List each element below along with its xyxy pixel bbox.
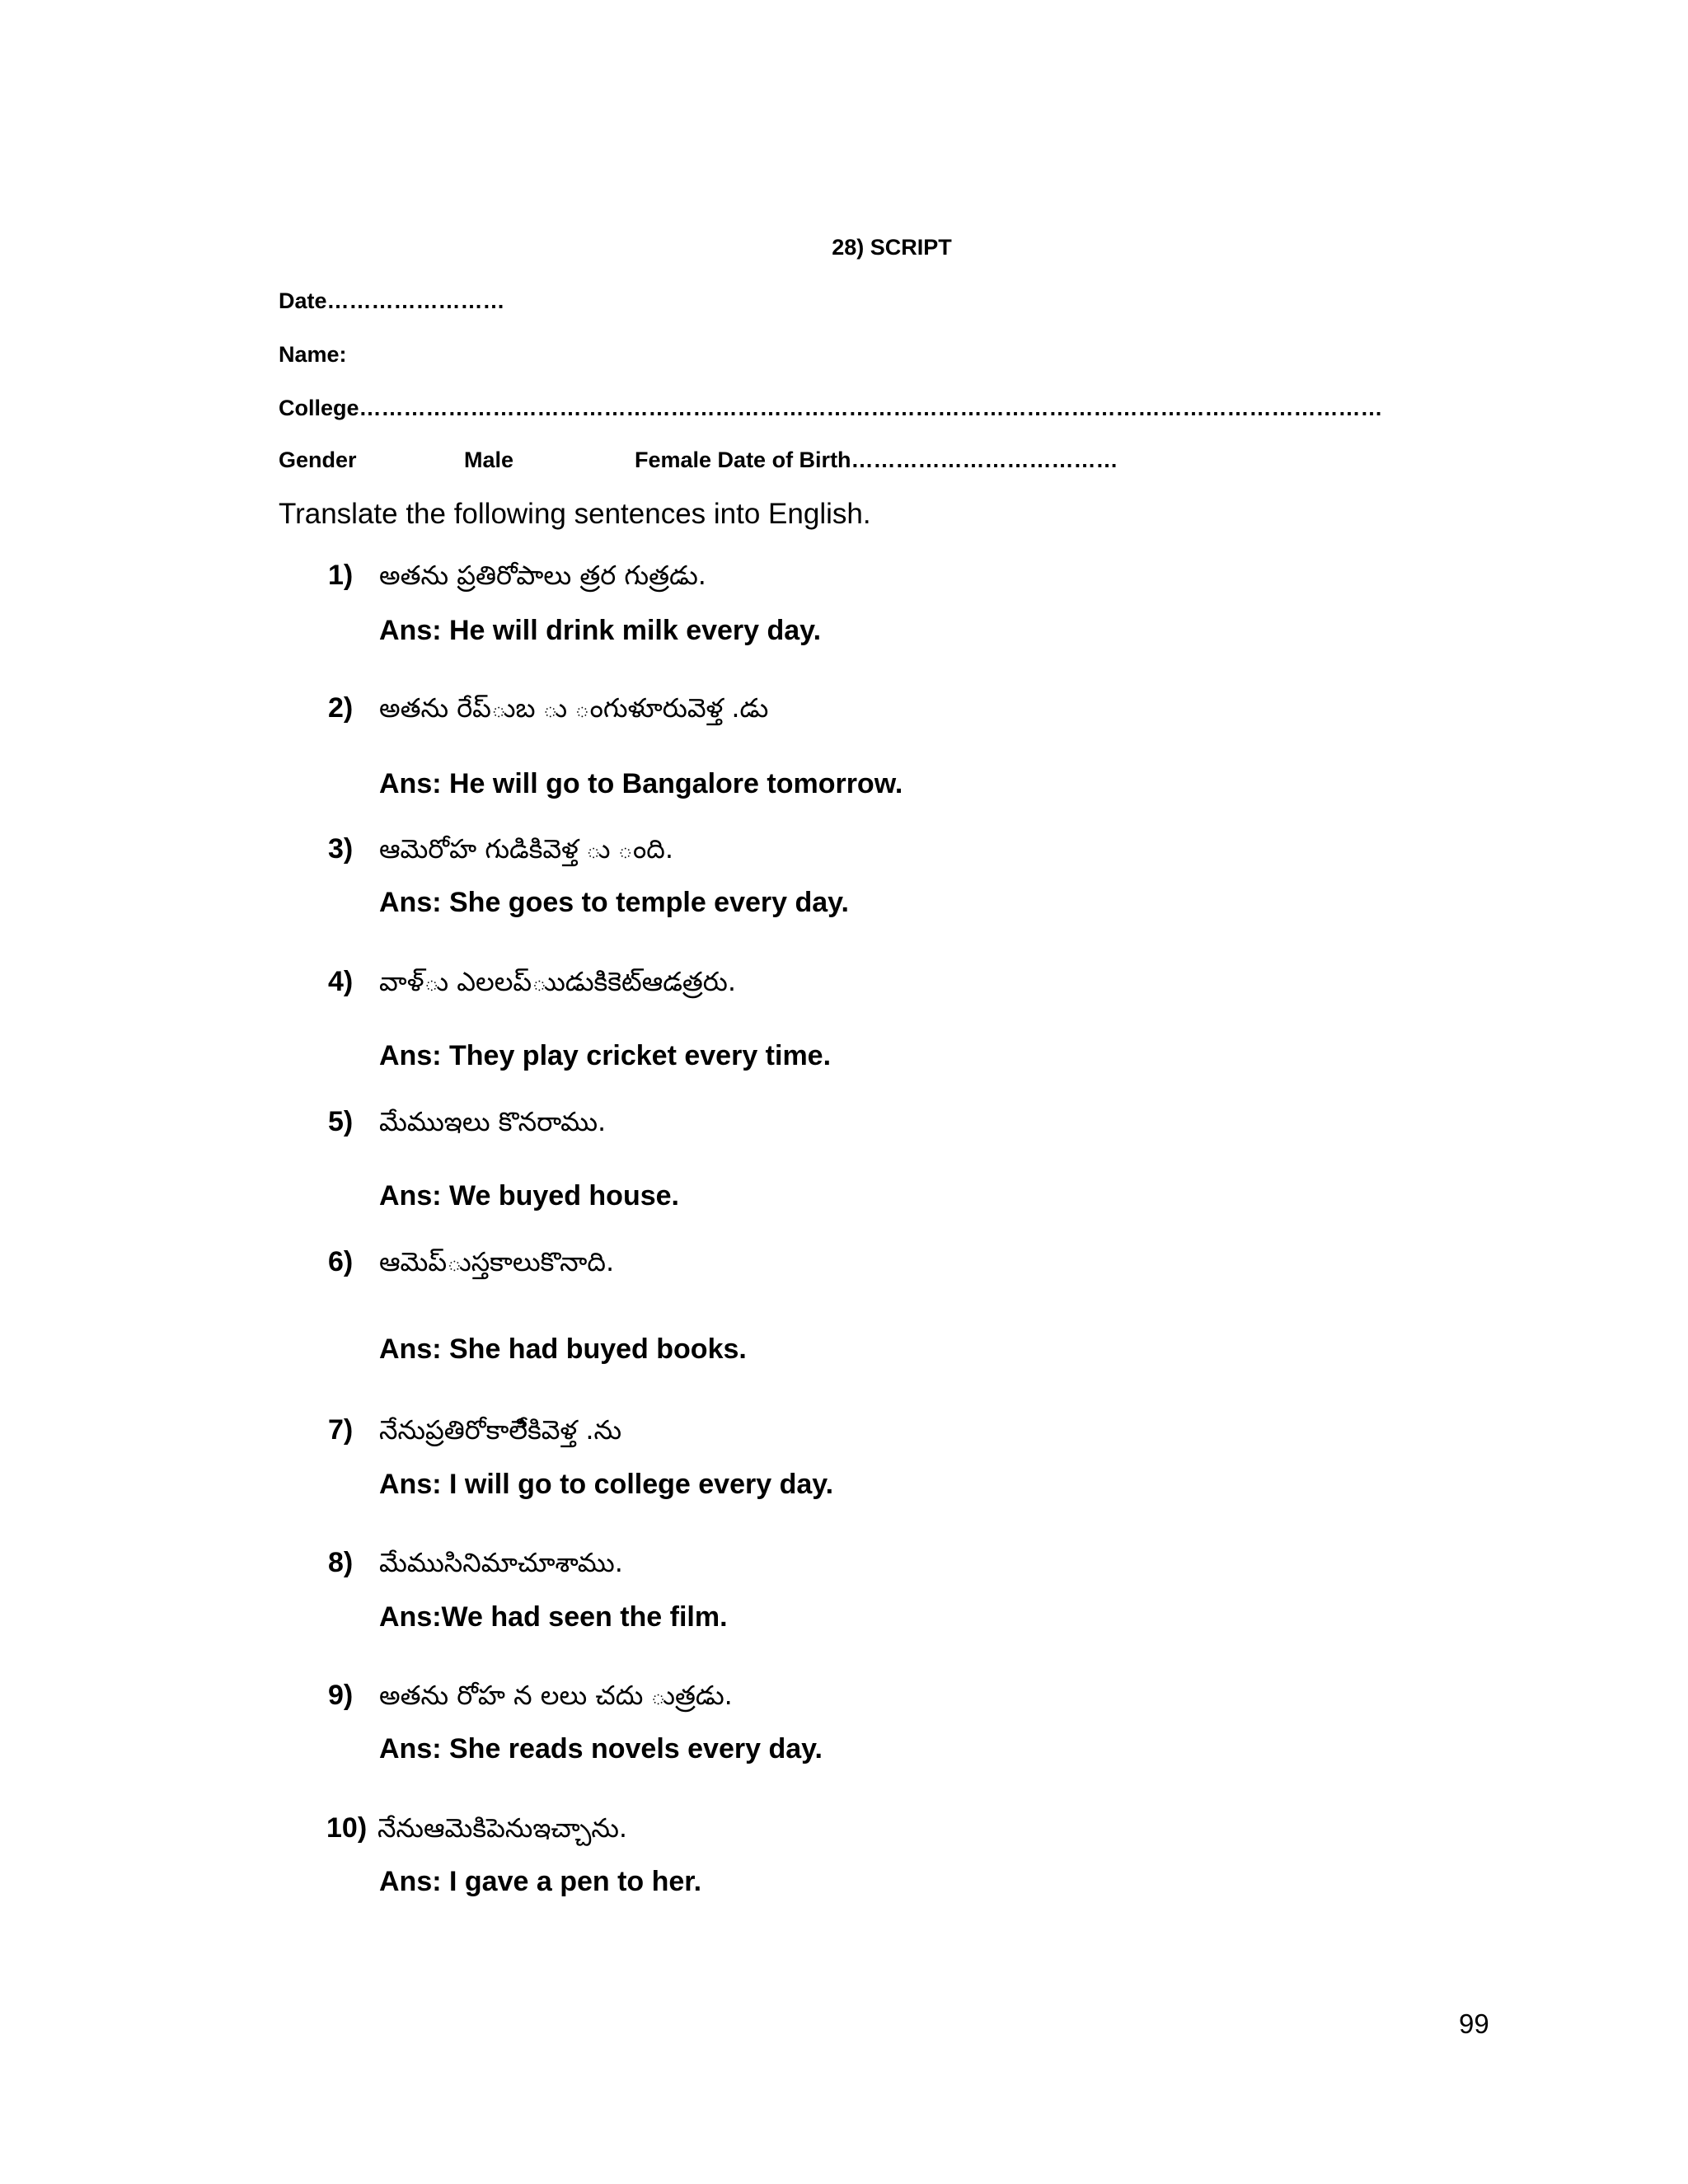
instruction-text: Translate the following sentences into English. <box>279 498 871 530</box>
page-number: 99 <box>1459 2008 1489 2039</box>
question-4 <box>328 966 736 1004</box>
answer-3: Ans: She goes to temple every day. <box>379 887 849 918</box>
question-8 <box>328 1547 623 1585</box>
answer-7: Ans: I will go to college every day. <box>379 1469 834 1500</box>
date-field: Date…………………… <box>279 288 505 313</box>
question-number: 6) <box>328 1246 354 1277</box>
question-6 <box>328 1246 614 1284</box>
question-number: 4) <box>328 966 354 997</box>
telugu-sentence: నేనుఆమెకిపెనుఇచ్చాను. <box>377 1812 628 1844</box>
question-number: 3) <box>328 833 354 865</box>
question-3 <box>328 833 673 871</box>
question-2 <box>328 692 768 730</box>
question-number: 9) <box>328 1680 354 1711</box>
gender-label: Gender <box>279 448 357 472</box>
answer-5: Ans: We buyed house. <box>379 1180 679 1212</box>
telugu-sentence: ఆమెరోహ గుడికివెళ్త ు ంది. <box>379 833 673 865</box>
question-5 <box>328 1106 606 1144</box>
answer-4: Ans: They play cricket every time. <box>379 1040 832 1071</box>
college-field: College………………………………………………………………………………………………………………………… <box>279 396 1383 420</box>
question-9 <box>328 1680 733 1718</box>
telugu-sentence: వాళ్ు ఎలలప్ుుడుకిికెట్ఆడత్రరు. <box>379 966 736 997</box>
answer-8: Ans:We had seen the film. <box>379 1601 728 1633</box>
telugu-sentence: అతను ప్రతిరోపాలు త్రర గుత్రడు. <box>379 560 706 591</box>
answer-1: Ans: He will drink milk every day. <box>379 615 822 646</box>
page-title: 28) SCRIPT <box>832 235 952 260</box>
telugu-sentence: మేముఇలు కొనరాము. <box>379 1106 607 1137</box>
telugu-sentence: మేముసినిమాచూశాము. <box>379 1547 623 1578</box>
name-field: Name: <box>279 342 347 367</box>
question-1 <box>328 560 706 598</box>
question-10 <box>326 1812 627 1850</box>
telugu-sentence: అతను రోహ న లలు చదు ుత్రడు. <box>379 1680 733 1711</box>
answer-2: Ans: He will go to Bangalore tomorrow. <box>379 768 903 799</box>
telugu-sentence: నేనుప్రతిరోకాలేిికివెళ్త .ను <box>379 1414 622 1446</box>
answer-9: Ans: She reads novels every day. <box>379 1733 823 1765</box>
question-number: 7) <box>328 1414 354 1446</box>
question-7 <box>328 1414 621 1452</box>
telugu-sentence: ఆమెప్ుస్తకాలుకొనాది. <box>379 1246 615 1277</box>
question-number: 2) <box>328 692 354 724</box>
telugu-sentence: అతను రేప్ుబ ు ంగుళూరువెళ్త .డు <box>379 692 769 724</box>
gender-female-dob: Female Date of Birth……………………………… <box>635 448 1118 472</box>
question-number: 1) <box>328 560 354 591</box>
question-number: 10) <box>326 1812 368 1844</box>
answer-6: Ans: She had buyed books. <box>379 1333 747 1365</box>
gender-row <box>279 448 1118 473</box>
question-number: 5) <box>328 1106 354 1137</box>
question-number: 8) <box>328 1547 354 1578</box>
answer-10: Ans: I gave a pen to her. <box>379 1866 702 1897</box>
gender-male-option: Male <box>464 448 514 472</box>
